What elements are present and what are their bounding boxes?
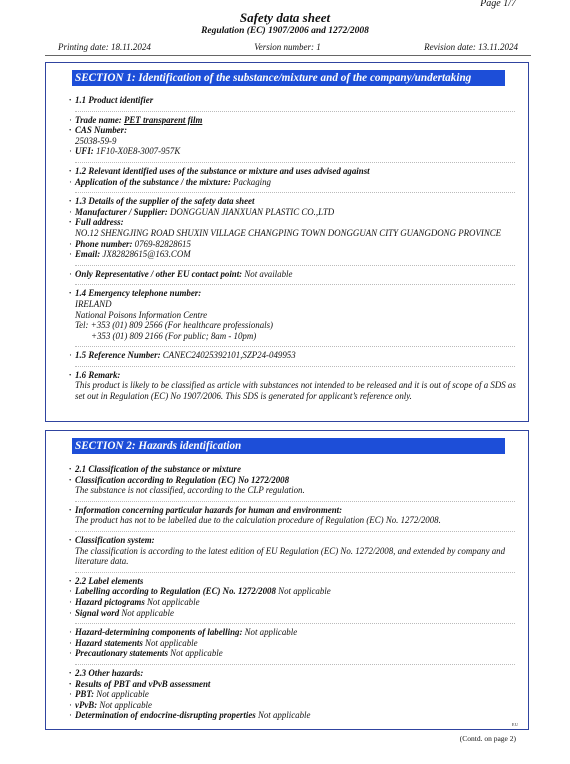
classification-system-text: The classification is according to the latest edition of EU Regulation (EC) No. 1272/2008, and extended by company and literature data. [75, 545, 506, 567]
address-label: · Full address: [69, 217, 519, 228]
trade-name-label: Trade name: [75, 114, 122, 125]
revision-date: Revision date: 13.11.2024 [424, 42, 518, 52]
application-value: Packaging [233, 176, 271, 187]
section-2 [45, 430, 529, 730]
endocrine-label: Determination of endocrine-disrupting properties [75, 710, 256, 721]
or-label: Only Representative / other EU contact point: [75, 268, 243, 279]
hazard-pictograms [69, 597, 519, 608]
version-number: Version number: 1 [254, 42, 321, 52]
labelling [69, 586, 519, 597]
labelling-value: Not applicable [278, 586, 331, 597]
signal-label: Signal word [75, 607, 120, 618]
ufi-value: 1F10-X0E8-3007-957K [95, 146, 181, 157]
statements-label: Hazard statements [75, 637, 143, 648]
divider [75, 572, 515, 573]
phone-value: 0769-82828615 [134, 238, 191, 249]
application [69, 177, 519, 188]
precautionary-label: Precautionary statements [75, 648, 168, 659]
hazards-text: The product has not to be labelled due to the calculation procedure of Regulation (EC) No. 1272/2008. [75, 515, 441, 526]
product-identifier-heading: · 1.1 Product identifier [69, 95, 519, 106]
divider [75, 664, 515, 665]
signal-value: Not applicable [121, 607, 174, 618]
label-elements-heading: · 2.2 Label elements [69, 576, 519, 587]
precautionary-statements [69, 648, 519, 659]
uses-heading: · 1.2 Relevant identified uses of the substance or mixture and uses advised against [69, 166, 519, 177]
trade-name-value: PET transparent film [123, 114, 203, 125]
emergency-tel-2: +353 (01) 809 2166 (For public; 8am - 10pm) [91, 330, 257, 341]
classification-system-heading: · Classification system: [69, 535, 519, 546]
pbt-value: Not applicable [96, 689, 149, 700]
emergency-centre: National Poisons Information Centre [75, 309, 208, 320]
divider [75, 366, 515, 367]
emergency-tel-1: Tel: +353 (01) 809 2566 (For healthcare professionals) [75, 320, 274, 331]
document-meta [58, 42, 518, 52]
classification-heading: · 2.1 Classification of the substance or mixture [69, 464, 519, 475]
eu-mark: EU [512, 722, 519, 727]
email-label: Email: [75, 249, 101, 260]
document-title: Safety data sheet [239, 10, 331, 25]
printing-date: Printing date: 18.11.2024 [58, 42, 151, 52]
pbt-assessment-heading: · Results of PBT and vPvB assessment [69, 679, 519, 690]
phone [69, 239, 519, 250]
ufi [69, 146, 519, 157]
vpvb-value: Not applicable [99, 699, 152, 710]
manufacturer-value: DONGGUAN JIANXUAN PLASTIC CO.,LTD [169, 206, 335, 217]
divider [75, 284, 515, 285]
manufacturer-label: Manufacturer / Supplier: [75, 206, 168, 217]
pbt-label: PBT: [75, 689, 95, 700]
only-representative [69, 269, 519, 280]
signal-word [69, 608, 519, 619]
email [69, 249, 519, 260]
section-1-content [69, 95, 519, 402]
divider [75, 265, 515, 266]
remark-text: This product is likely to be classified as article with substances not intended to be released and it is out of scope of a SDS as set out in Regulation (EC) No 1907/2006. This SDS is generated for applicant’s reference only. [75, 380, 516, 402]
hazard-components [69, 627, 519, 638]
section-2-heading: SECTION 2: Hazards identification [72, 438, 505, 454]
section-1 [45, 62, 529, 422]
emergency-heading: · 1.4 Emergency telephone number: [69, 288, 519, 299]
labelling-label: Labelling according to Regulation (EC) No. 1272/2008 [75, 586, 276, 597]
phone-label: Phone number: [75, 238, 133, 249]
divider [75, 111, 515, 112]
hazard-statements [69, 638, 519, 649]
page-number: Page 1/7 [480, 0, 516, 9]
remark-heading: · 1.6 Remark: [69, 370, 519, 381]
statements-value: Not applicable [145, 637, 198, 648]
vpvb-label: vPvB: [75, 699, 98, 710]
pbt [69, 689, 519, 700]
emergency-country: IRELAND [75, 298, 112, 309]
trade-name [69, 115, 519, 126]
application-label: Application of the substance / the mixture: [75, 176, 231, 187]
vpvb [69, 700, 519, 711]
components-label: Hazard-determining components of labelling: [75, 627, 243, 638]
endocrine-value: Not applicable [257, 710, 311, 721]
section-2-content [69, 464, 519, 721]
manufacturer [69, 207, 519, 218]
divider [75, 192, 515, 193]
other-hazards-heading: · 2.3 Other hazards: [69, 668, 519, 679]
components-value: Not applicable [244, 627, 298, 638]
pictograms-value: Not applicable [147, 596, 200, 607]
precautionary-value: Not applicable [170, 648, 223, 659]
cas-label: · CAS Number: [69, 125, 519, 136]
clp-heading: · Classification according to Regulation (EC) No 1272/2008 [69, 475, 519, 486]
or-value: Not available [244, 268, 293, 279]
document-subtitle: Regulation (EC) 1907/2006 and 1272/2008 [201, 26, 369, 36]
email-value: JX82828615@163.COM [102, 249, 191, 260]
hazards-heading: · Information concerning particular hazards for human and environment: [69, 505, 519, 516]
cas-value: 25038-59-9 [75, 135, 117, 146]
reference-value: CANEC24025392101,SZP24-049953 [162, 350, 296, 361]
divider [75, 162, 515, 163]
supplier-heading: · 1.3 Details of the supplier of the safety data sheet [69, 196, 519, 207]
clp-text: The substance is not classified, according to the CLP regulation. [75, 485, 305, 496]
address-value: NO.12 SHENGJING ROAD SHUXIN VILLAGE CHANGPING TOWN DONGGUAN CITY GUANGDONG PROVINCE [75, 227, 502, 238]
continued-note: (Contd. on page 2) [459, 734, 516, 743]
divider [75, 623, 515, 624]
endocrine-disruption [69, 710, 519, 721]
divider [75, 501, 515, 502]
reference-label: 1.5 Reference Number: [75, 350, 161, 361]
header-divider [45, 55, 531, 56]
reference-number [69, 350, 519, 361]
divider [75, 346, 515, 347]
divider [75, 531, 515, 532]
ufi-label: UFI: [75, 146, 94, 157]
section-1-heading: SECTION 1: Identification of the substance/mixture and of the company/undertaking [72, 70, 505, 86]
pictograms-label: Hazard pictograms [75, 596, 145, 607]
